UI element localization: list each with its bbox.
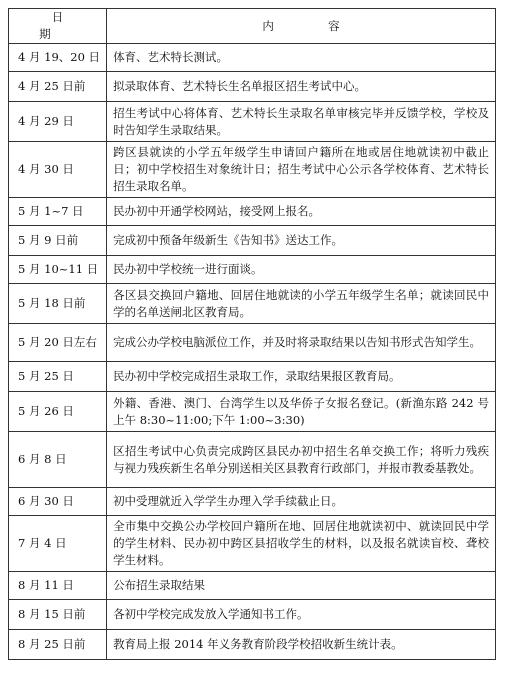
table-row	[9, 102, 496, 142]
table-row	[9, 572, 496, 600]
table-row	[9, 198, 496, 226]
row-date: 8 月 25 日前	[9, 630, 107, 660]
row-content: 民办初中学校完成招生录取工作，录取结果报区教育局。	[107, 362, 496, 392]
row-content: 体育、艺术特长测试。	[107, 44, 496, 72]
table-row	[9, 284, 496, 324]
table-header-row	[9, 9, 496, 44]
row-date: 7 月 4 日	[9, 516, 107, 572]
row-content: 初中受理就近入学学生办理入学手续截止日。	[107, 488, 496, 516]
row-content: 全市集中交换公办学校回户籍所在地、回居住地就读初中、就读回民中学的学生材料、民办初中跨区县招收学生的材料，以及报名就读盲校、聋校学生材料。	[107, 516, 496, 572]
row-content: 各初中学校完成发放入学通知书工作。	[107, 600, 496, 630]
row-date: 4 月 19、20 日	[9, 44, 107, 72]
table-row	[9, 142, 496, 198]
row-date: 5 月 26 日	[9, 392, 107, 432]
table-row	[9, 226, 496, 256]
table-row	[9, 72, 496, 102]
header-date	[9, 9, 107, 44]
table-row	[9, 432, 496, 488]
row-date: 5 月 20 日左右	[9, 324, 107, 362]
row-date: 5 月 10~11 日	[9, 256, 107, 284]
row-content: 招生考试中心将体育、艺术特长生录取名单审核完毕并反馈学校，学校及时告知学生录取结果。	[107, 102, 496, 142]
row-content: 民办初中开通学校网站，接受网上报名。	[107, 198, 496, 226]
header-content	[107, 9, 496, 44]
row-content: 公布招生录取结果	[107, 572, 496, 600]
table-row	[9, 516, 496, 572]
table-row	[9, 630, 496, 660]
table-row	[9, 600, 496, 630]
row-date: 5 月 9 日前	[9, 226, 107, 256]
table-row	[9, 44, 496, 72]
row-content: 完成初中预备年级新生《告知书》送达工作。	[107, 226, 496, 256]
header-date-label: 日 期	[39, 10, 89, 41]
row-content: 外籍、香港、澳门、台湾学生以及华侨子女报名登记。(新渔东路 242 号 上午 8:30~11:00;下午 1:00~3:30)	[107, 392, 496, 432]
header-content-label: 内 容	[262, 18, 365, 33]
row-date: 8 月 11 日	[9, 572, 107, 600]
row-content: 跨区县就读的小学五年级学生申请回户籍所在地或居住地就读初中截止日；初中学校招生对象统计日；招生考试中心公示各学校体育、艺术特长招生录取名单。	[107, 142, 496, 198]
row-date: 8 月 15 日前	[9, 600, 107, 630]
row-date: 5 月 1~7 日	[9, 198, 107, 226]
row-content: 各区县交换回户籍地、回居住地就读的小学五年级学生名单；就读回民中学的名单送闸北区教育局。	[107, 284, 496, 324]
row-content: 完成公办学校电脑派位工作，并及时将录取结果以告知书形式告知学生。	[107, 324, 496, 362]
enrollment-schedule-table	[8, 8, 496, 660]
row-date: 6 月 8 日	[9, 432, 107, 488]
table-row	[9, 324, 496, 362]
row-date: 4 月 25 日前	[9, 72, 107, 102]
table-row	[9, 392, 496, 432]
row-content: 民办初中学校统一进行面谈。	[107, 256, 496, 284]
row-date: 5 月 25 日	[9, 362, 107, 392]
row-date: 6 月 30 日	[9, 488, 107, 516]
table-row	[9, 488, 496, 516]
row-date: 4 月 30 日	[9, 142, 107, 198]
row-content: 教育局上报 2014 年义务教育阶段学校招收新生统计表。	[107, 630, 496, 660]
table-row	[9, 362, 496, 392]
row-content: 拟录取体育、艺术特长生名单报区招生考试中心。	[107, 72, 496, 102]
row-content: 区招生考试中心负责完成跨区县民办初中招生名单交换工作；将听力残疾与视力残疾新生名单分别送相关区县教育行政部门，并报市教委基教处。	[107, 432, 496, 488]
row-date: 5 月 18 日前	[9, 284, 107, 324]
table-row	[9, 256, 496, 284]
row-date: 4 月 29 日	[9, 102, 107, 142]
